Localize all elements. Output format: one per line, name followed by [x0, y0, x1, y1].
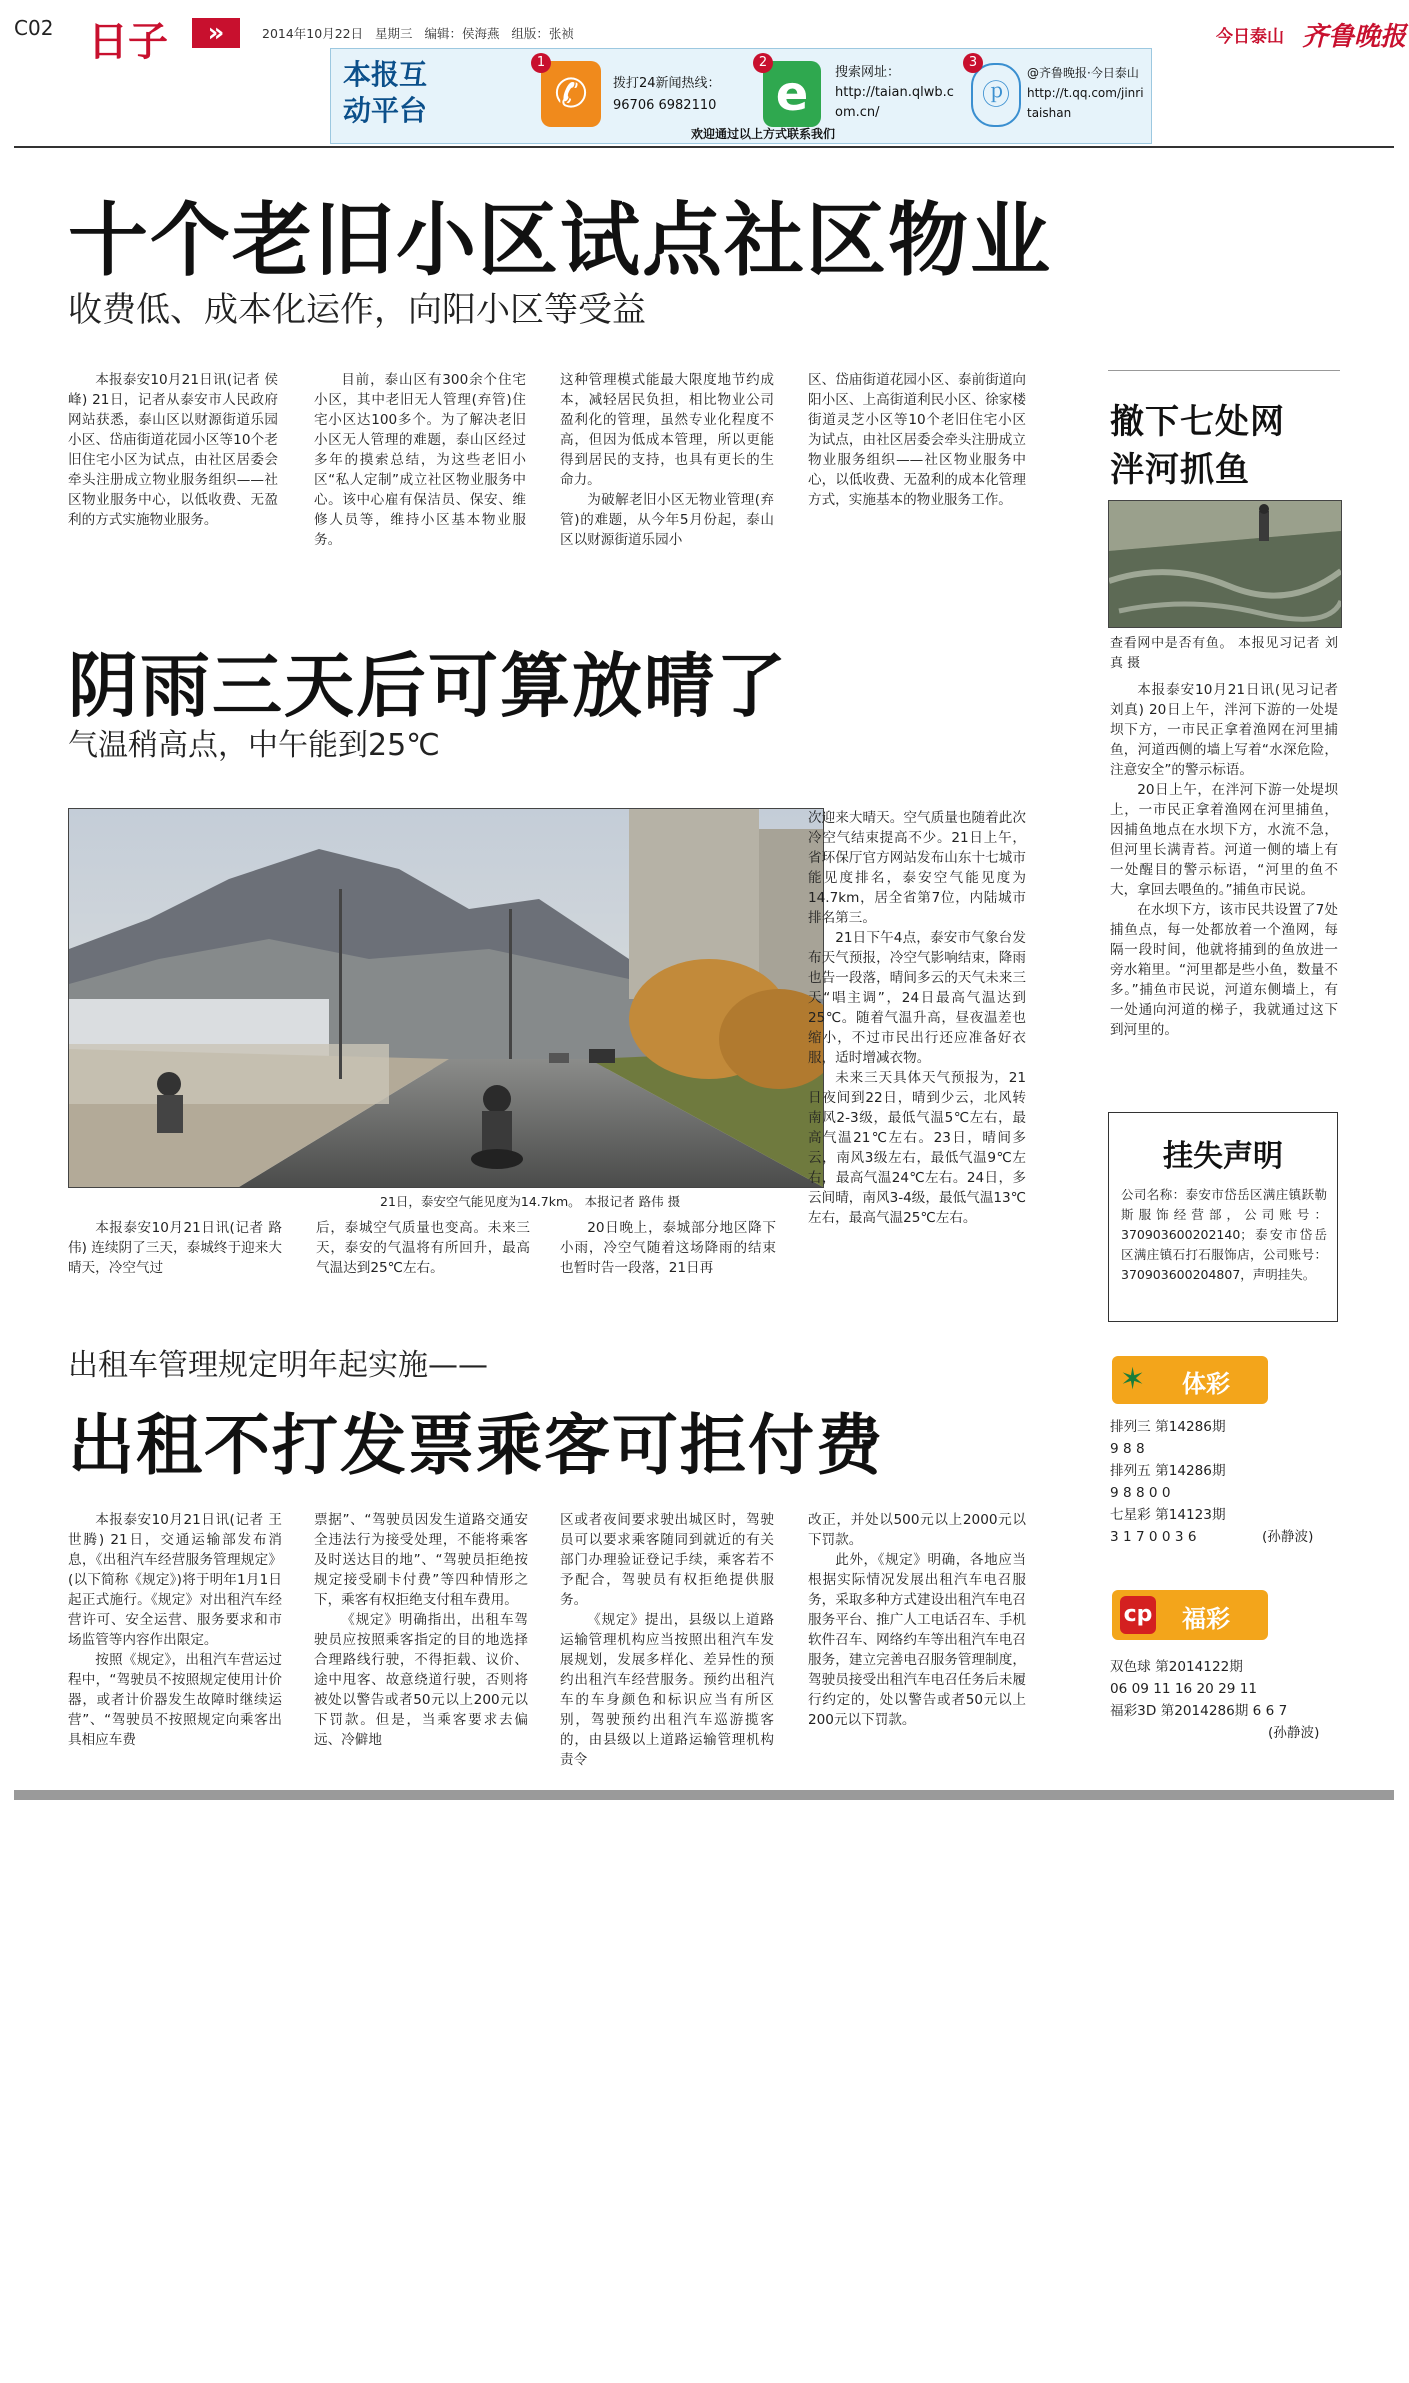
lottery-line: 七星彩 第14123期 [1110, 1507, 1226, 1523]
header-rule [14, 146, 1394, 148]
story4-body-a: 本报泰安10月21日讯(见习记者 刘真) 20日上午，泮河下游的一处堤坝下方，一市民正拿着渔网在河里捕鱼，河道西侧的墙上写着“水深危险，注意安全”的警示标语。 [1110, 682, 1338, 778]
story4-title [1110, 398, 1285, 494]
issue-date: 2014年10月22日 [262, 26, 364, 41]
website-label: 搜索网址： [835, 65, 901, 80]
story2-photo [68, 808, 824, 1188]
story3-col4b-text: 此外，《规定》明确，各地应当根据实际情况发展出租汽车电召服务，采取多种方式建设出租汽车电召服务平台、推广人工电话召车、手机软件召车、网络约车等出租汽车电召服务，建立完善电召服务管理制度，驾驶员接受出租汽车电召任务后未履行约定的，处以警告或者50元以上200元以下罚款。 [808, 1552, 1026, 1728]
river-fishing-image [1109, 501, 1341, 627]
welfare-lottery-label: 福彩 [1182, 1605, 1230, 1633]
issue-layout-editor: 组版：张祯 [511, 26, 574, 41]
story1-col1-text: 本报泰安10月21日讯(记者 侯峰) 21日，记者从泰安市人民政府网站获悉，泰山区以财源街道乐园小区、岱庙街道花园小区等10个老旧住宅小区为试点，由社区居委会牵头注册成立物业服务组织——社区物业服务中心，以低收费、无盈利的方式实施物业服务。 [68, 372, 278, 528]
story1-column-2 [314, 370, 526, 550]
lottery-line: 排列三 第14286期 [1110, 1419, 1226, 1435]
story4-title-line2: 泮河抓鱼 [1110, 450, 1250, 490]
story3-col1b-text: 按照《规定》，出租汽车营运过程中，“驾驶员不按照规定使用计价器，或者计价器发生故障时继续运营”、“驾驶员不按照规定向乘客出具相应车费 [68, 1652, 282, 1748]
story4-body-c: 在水坝下方，该市民共设置了7处捕鱼点，每一处都放着一个渔网，每隔一段时间，他就将捕到的鱼放进一旁水箱里。“河里都是些小鱼，数量不多。”捕鱼市民说，河道东侧墙上，有一处通向河道的梯子，我就通过这下到河里的。 [1110, 902, 1338, 1038]
weibo-icon: ⓟ [971, 63, 1021, 127]
website-text [835, 63, 955, 123]
story4-title-line1: 撤下七处网 [1110, 402, 1285, 442]
section-name: 日子 [88, 19, 168, 65]
story1-subtitle: 收费低、成本化运作，向阳小区等受益 [68, 290, 646, 330]
number-badge-2: 2 [753, 53, 773, 73]
lottery-line: 福彩3D 第2014286期 6 6 7 [1110, 1703, 1288, 1719]
story4-photo [1108, 500, 1342, 628]
lottery-line: 06 09 11 16 20 29 11 [1110, 1681, 1258, 1697]
story3-col3b-text: 《规定》提出，县级以上道路运输管理机构应当按照出租汽车发展规划，发展多样化、差异性的预约出租汽车经营服务。预约出租汽车的车身颜色和标识应当有所区别，驾驶预约出租汽车巡游揽客的，由县级以上道路运输管理机构责令 [560, 1612, 774, 1768]
story1-col3a-text: 这种管理模式能最大限度地节约成本，减轻居民负担，相比物业公司盈利化的管理，虽然专业化程度不高，但因为低成本管理，所以更能得到居民的支持，也具有更长的生命力。 [560, 372, 774, 488]
notice-body: 公司名称：泰安市岱岳区满庄镇跃勒斯服饰经营部，公司账号：370903600202140；泰安市岱岳区满庄镇石打石服饰店，公司账号：370903600204807，声明挂失。 [1121, 1187, 1327, 1282]
story1-col2-text: 目前，泰山区有300余个住宅小区，其中老旧无人管理(弃管)住宅小区达100多个。为了解决老旧小区无人管理的难题，泰山区经过多年的摸索总结，为这些老旧小区“私人定制”成立社区物业服务中心。该中心雇有保洁员、保安、维修人员等，维持小区基本物业服务。 [314, 372, 526, 548]
issue-info [262, 24, 574, 42]
story4-caption: 查看网中是否有鱼。 本报见习记者 刘真 摄 [1110, 636, 1338, 671]
story2-col1-text: 本报泰安10月21日讯(记者 路伟) 连续阴了三天，泰城终于迎来大晴天，冷空气过 [68, 1220, 282, 1276]
story3-col2b-text: 《规定》明确指出，出租车驾驶员应按照乘客指定的目的地选择合理路线行驶，不得拒载、议价、途中甩客、故意绕道行驶，否则将被处以警告或者50元以上200元以下罚款。但是，当乘客要求去偏远、冷僻地 [314, 1612, 528, 1748]
interactive-platform-banner [330, 48, 1152, 144]
section-arrow-icon: » [192, 18, 240, 48]
weibo-label: @齐鲁晚报·今日泰山 [1027, 66, 1139, 80]
sports-lottery-label: 体彩 [1182, 1370, 1230, 1398]
lottery-line: 3 1 7 0 0 3 6 [1110, 1529, 1197, 1545]
story2-column-1 [68, 1218, 282, 1278]
story2-side-b: 21日下午4点，泰安市气象台发布天气预报，冷空气影响结束，降雨也告一段落，晴间多云的天气未来三天“唱主调”，24日最高气温达到25℃。随着气温升高，昼夜温差也缩小，不过市民出行还应准备好衣服，适时增减衣物。 [808, 930, 1026, 1066]
hotline-value: 96706 6982110 [613, 98, 717, 113]
welfare-lottery-logo [1112, 1590, 1268, 1640]
story2-side-c: 未来三天具体天气预报为，21日夜间到22日，晴到少云，北风转南风2-3级，最低气温5℃左右，最高气温21℃左右。23日，晴间多云，南风3级左右，最低气温9℃左右，最高气温24℃左右。24日，多云间晴，南风3-4级，最低气温13℃左右，最高气温25℃左右。 [808, 1070, 1026, 1226]
story3-column-2 [314, 1510, 528, 1750]
story2-subtitle: 气温稍高点，中午能到25℃ [68, 728, 440, 763]
story2-col2-text: 后，泰城空气质量也变高。未来三天，泰安的气温将有所回升，最高气温达到25℃左右。 [316, 1220, 530, 1276]
number-badge-3: 3 [963, 53, 983, 73]
platform-title-line2: 动平台 [343, 94, 428, 127]
story3-column-1 [68, 1510, 282, 1750]
story4-body [1110, 680, 1338, 1040]
lottery-line: 9 8 8 0 0 [1110, 1485, 1171, 1501]
story1-column-3 [560, 370, 774, 550]
story3-column-4 [808, 1510, 1026, 1730]
issue-weekday: 星期三 [375, 26, 413, 41]
notice-box [1108, 1112, 1338, 1322]
story3-title: 出租不打发票乘客可拒付费 [68, 1407, 884, 1484]
story2-column-3 [560, 1218, 776, 1278]
story2-title: 阴雨三天后可算放晴了 [68, 645, 788, 727]
web-icon: e [763, 61, 821, 127]
story3-kicker: 出租车管理规定明年起实施—— [68, 1348, 488, 1383]
sports-lottery-author: (孙静波) [1262, 1529, 1314, 1545]
welfare-lottery-author: (孙静波) [1268, 1725, 1320, 1741]
story3-col3a-text: 区或者夜间要求驶出城区时，驾驶员可以要求乘客随同到就近的有关部门办理验证登记手续，乘客若不予配合，驾驶员有权拒绝提供服务。 [560, 1512, 774, 1608]
platform-title [343, 57, 427, 129]
lottery-line: 排列五 第14286期 [1110, 1463, 1226, 1479]
edition-name: 今日泰山 [1216, 27, 1284, 47]
story1-column-1 [68, 370, 278, 530]
weibo-value[interactable]: http://t.qq.com/jinritaishan [1027, 86, 1144, 120]
paper-logo: 齐鲁晚报 [1302, 22, 1407, 52]
story1-col3b-text: 为破解老旧小区无物业管理(弃管)的难题，从今年5月份起，泰山区以财源街道乐园小 [560, 492, 774, 548]
story3-col1a-text: 本报泰安10月21日讯(记者 王世腾) 21日，交通运输部发布消息，《出租汽车经营服务管理规定》(以下简称《规定》)将于明年1月1日起正式施行。《规定》对出租汽车经营许可、安全运营、服务要求和市场监管等内容作出限定。 [68, 1512, 282, 1648]
website-value[interactable]: http://taian.qlwb.com.cn/ [835, 85, 954, 120]
story2-col3-text: 20日晚上，泰城部分地区降下小雨，冷空气随着这场降雨的结束也暂时告一段落，21日再 [560, 1220, 776, 1276]
number-badge-1: 1 [531, 53, 551, 73]
story1-title: 十个老旧小区试点社区物业 [68, 194, 1052, 287]
story2-photo-caption: 21日，泰安空气能见度为14.7km。 本报记者 路伟 摄 [380, 1194, 681, 1209]
street-scene-image [69, 809, 823, 1187]
page-code: C02 [14, 16, 54, 40]
sports-lottery-logo [1112, 1356, 1268, 1404]
story3-column-3 [560, 1510, 774, 1770]
story1-column-4 [808, 370, 1026, 510]
story2-side-column [808, 808, 1026, 1228]
bottom-bar [14, 1790, 1394, 1800]
issue-editor: 编辑：侯海燕 [424, 26, 500, 41]
welfare-lottery-results [1110, 1656, 1336, 1722]
story3-col4a-text: 改正，并处以500元以上2000元以下罚款。 [808, 1512, 1026, 1548]
notice-title: 挂失声明 [1163, 1139, 1283, 1174]
story3-col2a-text: 票据”、“驾驶员因发生道路交通安全违法行为接受处理，不能将乘客及时送达目的地”、“驾驶员拒绝按规定接受刷卡付费”等四种情形之下，乘客有权拒绝支付租车费用。 [314, 1512, 528, 1608]
lottery-line: 双色球 第2014122期 [1110, 1659, 1243, 1675]
platform-title-line1: 本报互 [343, 58, 428, 91]
sports-lottery-icon: ✶ [1120, 1362, 1146, 1397]
weibo-text [1027, 63, 1145, 123]
platform-footer: 欢迎通过以上方式联系我们 [691, 127, 836, 141]
phone-icon: ✆ [541, 61, 601, 127]
hotline-label: 拨打24新闻热线： [613, 76, 721, 91]
lottery-line: 9 8 8 [1110, 1441, 1145, 1457]
welfare-lottery-icon: cp [1120, 1596, 1156, 1634]
rail-top-rule [1108, 370, 1340, 371]
story1-col4-text: 区、岱庙街道花园小区、泰前街道向阳小区、上高街道利民小区、徐家楼街道灵芝小区等10个老旧住宅小区为试点，由社区居委会牵头注册成立物业服务组织——社区物业服务中心，以低收费、无盈利的成本化管理方式，实施基本的物业服务工作。 [808, 372, 1026, 508]
hotline-text [613, 73, 721, 117]
story4-body-b: 20日上午，在泮河下游一处堤坝上，一市民正拿着渔网在河里捕鱼，因捕鱼地点在水坝下方，水流不急，但河里长满青苔。河道一侧的墙上有一处醒目的警示标语，“河里的鱼不大，拿回去喂鱼的。”捕鱼市民说。 [1110, 782, 1338, 898]
story2-side-a: 次迎来大晴天。空气质量也随着此次冷空气结束提高不少。21日上午，省环保厅官方网站发布山东十七城市能见度排名，泰安空气能见度为14.7km，居全省第7位，内陆城市排名第三。 [808, 810, 1026, 926]
story2-column-2 [316, 1218, 530, 1278]
